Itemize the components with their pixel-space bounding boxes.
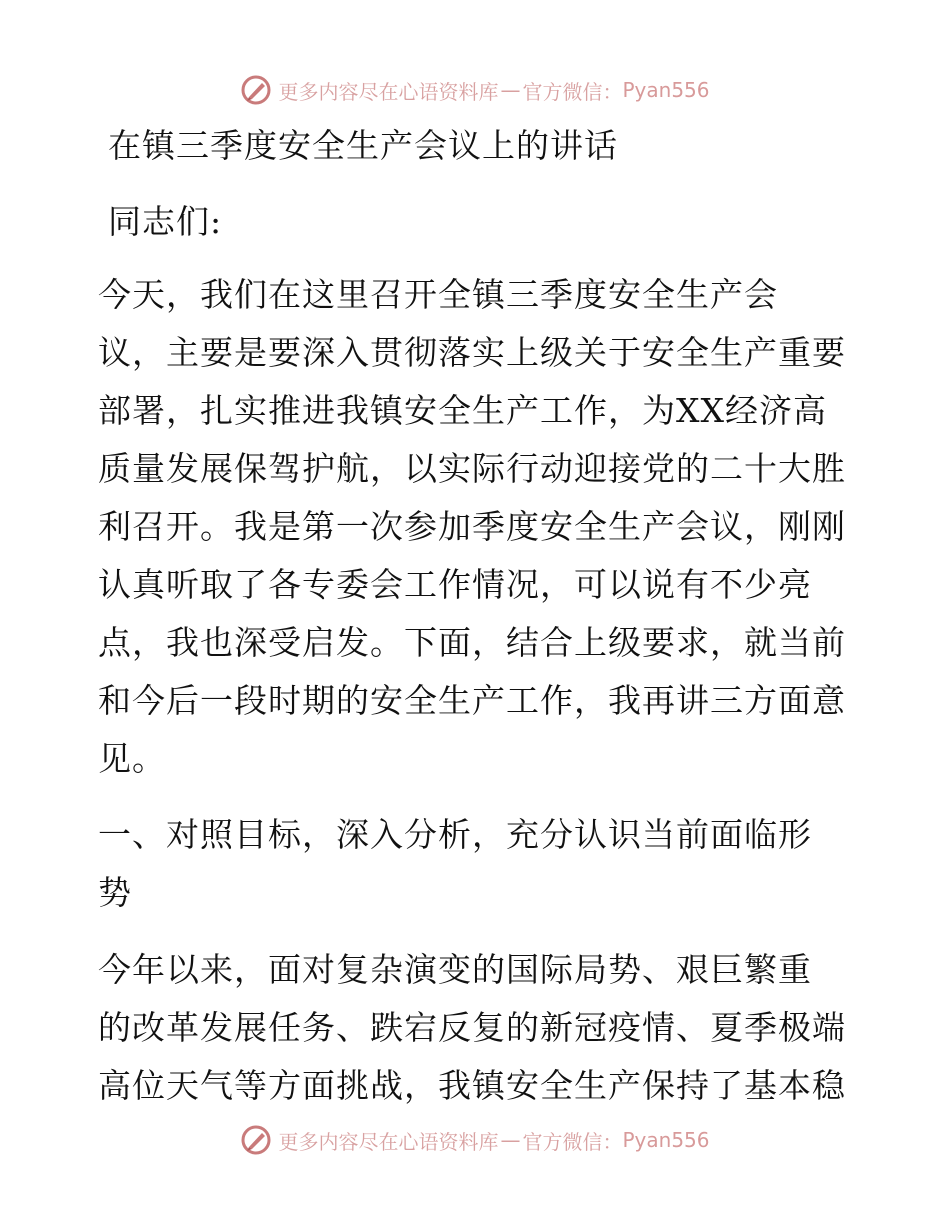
paragraph-line: 高位天气等方面挑战，我镇安全生产保持了基本稳	[98, 1066, 846, 1105]
watermark-separator: —	[500, 1128, 521, 1152]
watermark-header	[0, 70, 950, 110]
paragraph-line: 质量发展保驾护航，以实际行动迎接党的二十大胜	[98, 449, 846, 488]
watermark-wechat-label: 官方微信：	[522, 79, 623, 104]
section-heading: 一、对照目标，深入分析，充分认识当前面临形	[98, 815, 812, 854]
paragraph-line: 利召开。我是第一次参加季度安全生产会议，刚刚	[98, 507, 846, 546]
section-heading-cont: 势	[98, 873, 132, 912]
paragraph-line: 认真听取了各专委会工作情况，可以说有不少亮	[98, 565, 812, 604]
watermark-wechat-label: 官方微信：	[522, 1129, 623, 1154]
paragraph-line: 的改革发展任务、跌宕反复的新冠疫情、夏季极端	[98, 1008, 846, 1047]
pen-logo-icon	[240, 74, 272, 106]
paragraph-line: 议，主要是要深入贯彻落实上级关于安全生产重要	[98, 333, 846, 372]
watermark-wechat-id: Pyan556	[622, 78, 710, 102]
watermark-wechat-id: Pyan556	[622, 1128, 710, 1152]
document-title: 在镇三季度安全生产会议上的讲话	[108, 126, 618, 165]
watermark-separator: —	[500, 78, 521, 102]
watermark-footer	[0, 1120, 950, 1160]
paragraph-line: 见。	[98, 739, 166, 778]
paragraph-line: 和今后一段时期的安全生产工作，我再讲三方面意	[98, 681, 846, 720]
paragraph-line: 点，我也深受启发。下面，结合上级要求，就当前	[98, 623, 846, 662]
watermark-text: 更多内容尽在心语资料库	[278, 1129, 499, 1154]
paragraph-line: 部署，扎实推进我镇安全生产工作，为XX经济高	[98, 391, 827, 430]
salutation: 同志们:	[108, 202, 223, 241]
watermark-text: 更多内容尽在心语资料库	[278, 79, 499, 104]
paragraph-line: 今天，我们在这里召开全镇三季度安全生产会	[98, 275, 778, 314]
paragraph-line: 今年以来，面对复杂演变的国际局势、艰巨繁重	[98, 950, 812, 989]
pen-logo-icon	[240, 1124, 272, 1156]
